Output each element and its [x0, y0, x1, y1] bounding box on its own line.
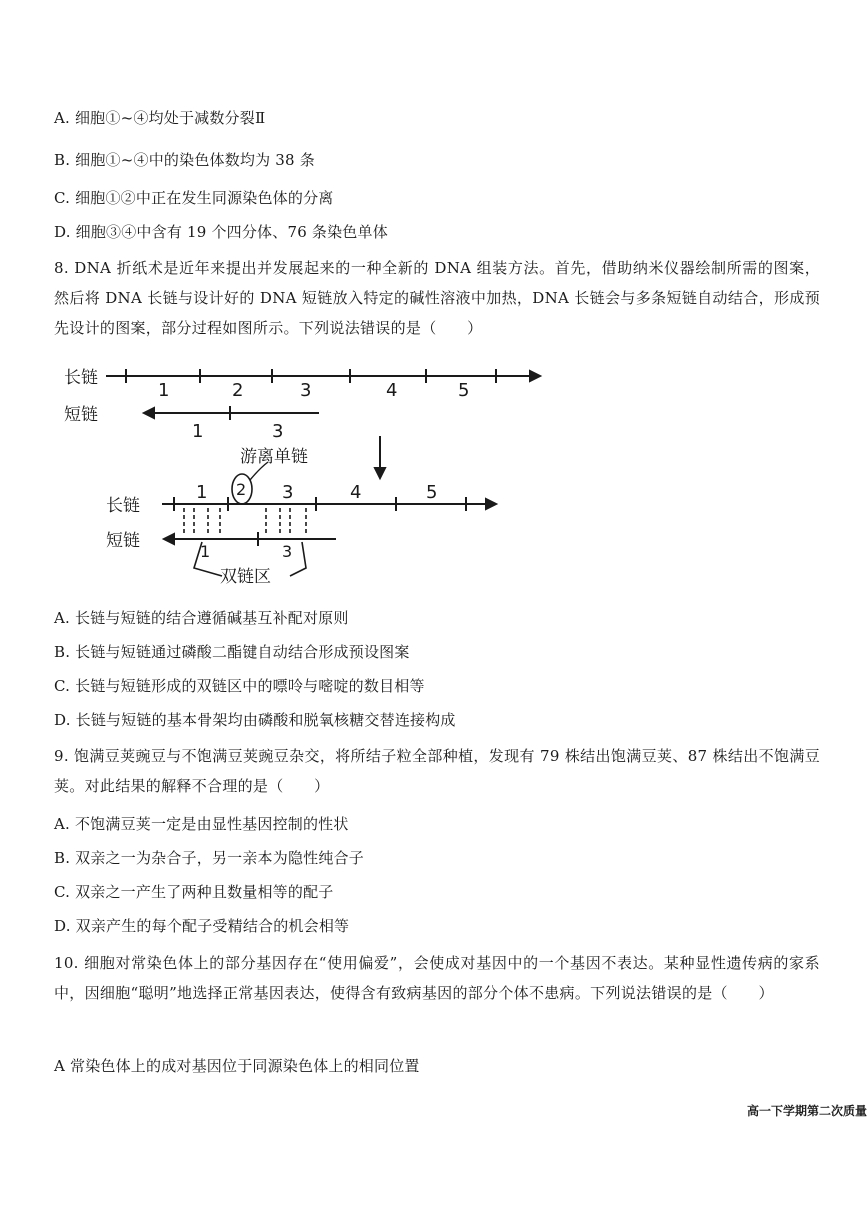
q9-option-d: D. 双亲产生的每个配子受精结合的机会相等	[54, 917, 350, 935]
long-segment-2-top: 2	[232, 380, 244, 401]
q7-option-c: C. 细胞①②中正在发生同源染色体的分离	[54, 189, 334, 207]
q10-option-a: A 常染色体上的成对基因位于同源染色体上的相同位置	[54, 1057, 420, 1075]
long-segment-5-bottom: 5	[426, 482, 438, 503]
q10-stem: 10. 细胞对常染色体上的部分基因存在“使用偏爱”，会使成对基因中的一个基因不表达。某种显性遗传病的家系中，因细胞“聪明”地选择正常基因表达，使得含有致病基因的部分个体不患病。下列说法错误的是（ ）	[54, 954, 820, 1002]
q9-stem: 9. 饱满豆荚豌豆与不饱满豆荚豌豆杂交，将所结子粒全部种植，发现有 79 株结出饱满豆荚、87 株结出不饱满豆荚。对此结果的解释不合理的是（ ）	[54, 747, 820, 795]
long-segment-1-bottom: 1	[196, 482, 208, 503]
long-segment-5-top: 5	[458, 380, 470, 401]
short-chain-arrow-bottom	[164, 534, 174, 544]
double-region-label: 双链区	[220, 567, 271, 587]
long-segment-2-bottom: 2	[236, 480, 247, 499]
short-chain-label-top: 短链	[64, 405, 98, 425]
hydrogen-bonds	[184, 508, 306, 536]
page-footer: 高一下学期第二次质量	[746, 1104, 867, 1118]
double-region-bracket-right	[290, 542, 306, 576]
q9-option-c: C. 双亲之一产生了两种且数量相等的配子	[54, 883, 334, 901]
long-segment-3-top: 3	[300, 380, 312, 401]
long-segment-4-top: 4	[386, 380, 398, 401]
long-chain-arrow-bottom	[486, 499, 496, 509]
q9-option-a: A. 不饱满豆荚一定是由显性基因控制的性状	[54, 815, 349, 833]
q8-stem: 8. DNA 折纸术是近年来提出并发展起来的一种全新的 DNA 组装方法。首先，借助纳米仪器绘制所需的图案，然后将 DNA 长链与设计好的 DNA 短链放入特定的碱性溶液中加热，DNA 长链会与多条短链自动结合，形成预先设计的图案，部分过程如图所示。下列说法错误的是（ ）	[54, 259, 820, 337]
short-segment-3-top: 3	[272, 421, 284, 442]
short-chain-arrow-top	[144, 408, 154, 418]
long-segment-4-bottom: 4	[350, 482, 362, 503]
short-segment-3-bottom: 3	[282, 542, 293, 561]
long-chain-arrow-top	[530, 371, 540, 381]
long-segment-3-bottom: 3	[282, 482, 294, 503]
q8-option-b: B. 长链与短链通过磷酸二酯键自动结合形成预设图案	[54, 643, 410, 661]
dna-origami-figure	[54, 356, 544, 590]
short-chain-label-bottom: 短链	[106, 531, 140, 551]
q8-option-d: D. 长链与短链的基本骨架均由磷酸和脱氧核糖交替连接构成	[54, 711, 456, 729]
q7-option-a: A. 细胞①~④均处于减数分裂Ⅱ	[54, 109, 266, 127]
long-chain-label-bottom: 长链	[106, 496, 140, 516]
q8-option-a: A. 长链与短链的结合遵循碱基互补配对原则	[54, 609, 349, 627]
long-segment-1-top: 1	[158, 380, 170, 401]
long-chain-label-top: 长链	[64, 368, 98, 388]
process-arrow-icon	[375, 468, 385, 478]
short-segment-1-bottom: 1	[200, 542, 211, 561]
free-single-strand-label: 游离单链	[240, 447, 308, 467]
q7-option-d: D. 细胞③④中含有 19 个四分体、76 条染色单体	[54, 223, 388, 241]
q7-option-b: B. 细胞①~④中的染色体数均为 38 条	[54, 151, 315, 169]
q9-option-b: B. 双亲之一为杂合子，另一亲本为隐性纯合子	[54, 849, 364, 867]
q8-option-c: C. 长链与短链形成的双链区中的嘌呤与嘧啶的数目相等	[54, 677, 425, 695]
short-segment-1-top: 1	[192, 421, 204, 442]
